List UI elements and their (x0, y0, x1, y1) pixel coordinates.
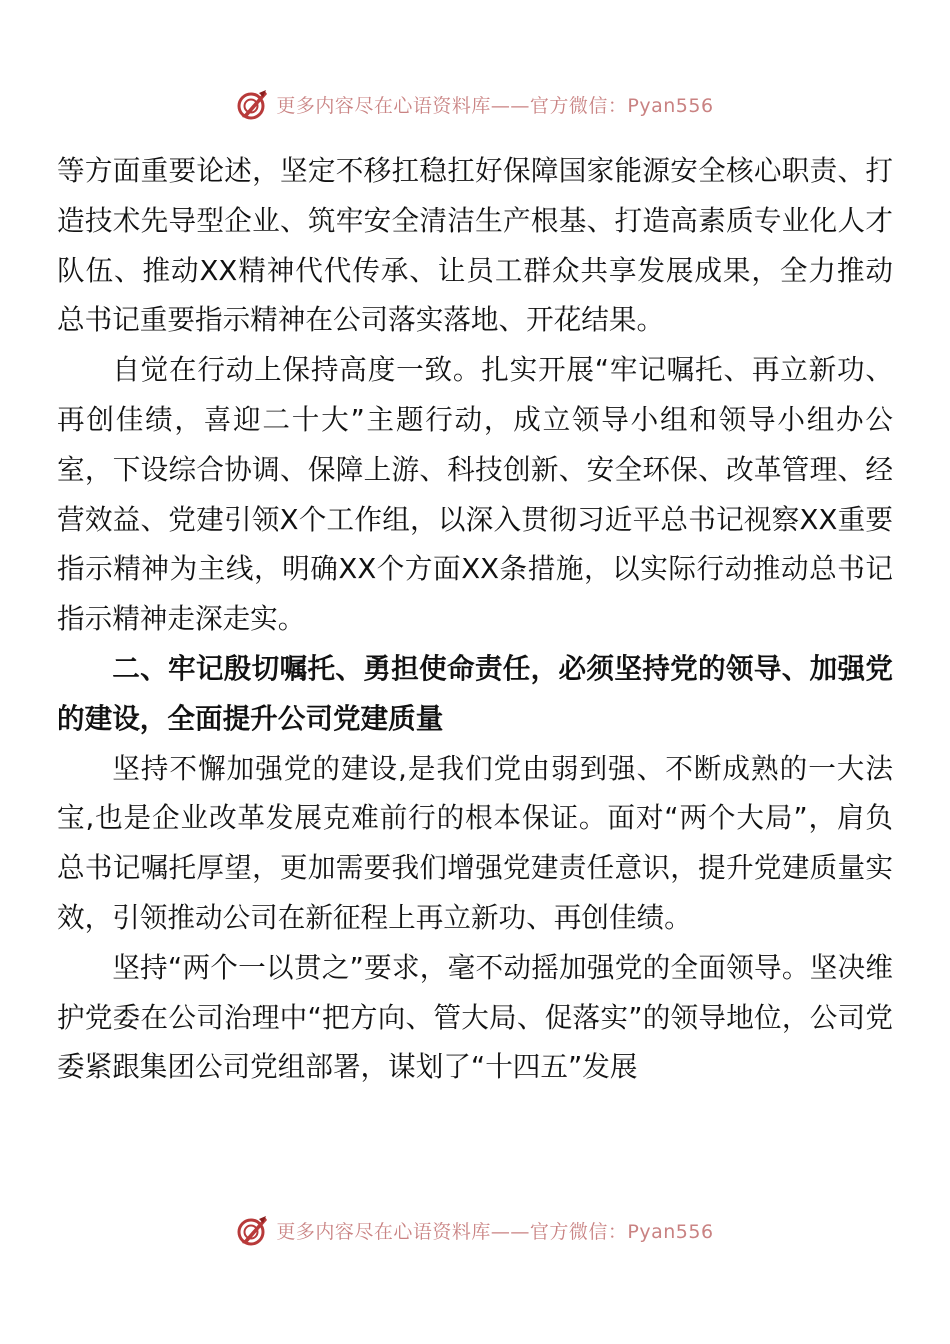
header-watermark-id: Pyan556 (627, 94, 714, 117)
section-heading-2: 二、牢记殷切嘱托、勇担使命责任，必须坚持党的领导、加强党的建设，全面提升公司党建质量 (57, 651, 893, 735)
header-watermark-label: 更多内容尽在心语资料库——官方微信： (276, 94, 628, 117)
body-paragraph-2: 自觉在行动上保持高度一致。扎实开展“牢记嘱托、再立新功、再创佳绩，喜迎二十大”主题行动，成立领导小组和领导小组办公室，下设综合协调、保障上游、科技创新、安全环保、改革管理、经营效益、党建引领X个工作组，以深入贯彻习近平总书记视察XX重要指示精神为主线，明确XX个方面XX条措施，以实际行动推动总书记指示精神走深走实。 (57, 353, 893, 636)
footer-watermark-label: 更多内容尽在心语资料库——官方微信： (276, 1220, 628, 1243)
document-body (57, 146, 893, 1092)
quill-pen-logo-icon (236, 87, 270, 121)
body-paragraph-1: 等方面重要论述，坚定不移扛稳扛好保障国家能源安全核心职责、打造技术先导型企业、筑牢安全清洁生产根基、打造高素质专业化人才队伍、推动XX精神代代传承、让员工群众共享发展成果，全力推动总书记重要指示精神在公司落实落地、开花结果。 (57, 154, 893, 337)
header-watermark-text (276, 91, 713, 118)
quill-pen-logo-icon (236, 1213, 270, 1247)
footer-watermark-id: Pyan556 (627, 1220, 714, 1243)
body-paragraph-4: 坚持“两个一以贯之”要求，毫不动摇加强党的全面领导。坚决维护党委在公司治理中“把方向、管大局、促落实”的领导地位，公司党委紧跟集团公司党组部署，谋划了“十四五”发展 (57, 950, 893, 1084)
header-watermark (0, 84, 950, 124)
footer-watermark (0, 1210, 950, 1250)
body-paragraph-3: 坚持不懈加强党的建设,是我们党由弱到强、不断成熟的一大法宝,也是企业改革发展克难前行的根本保证。面对“两个大局”，肩负总书记嘱托厚望，更加需要我们增强党建责任意识，提升党建质量实效，引领推动公司在新征程上再立新功、再创佳绩。 (57, 751, 893, 934)
footer-watermark-text (276, 1217, 713, 1244)
